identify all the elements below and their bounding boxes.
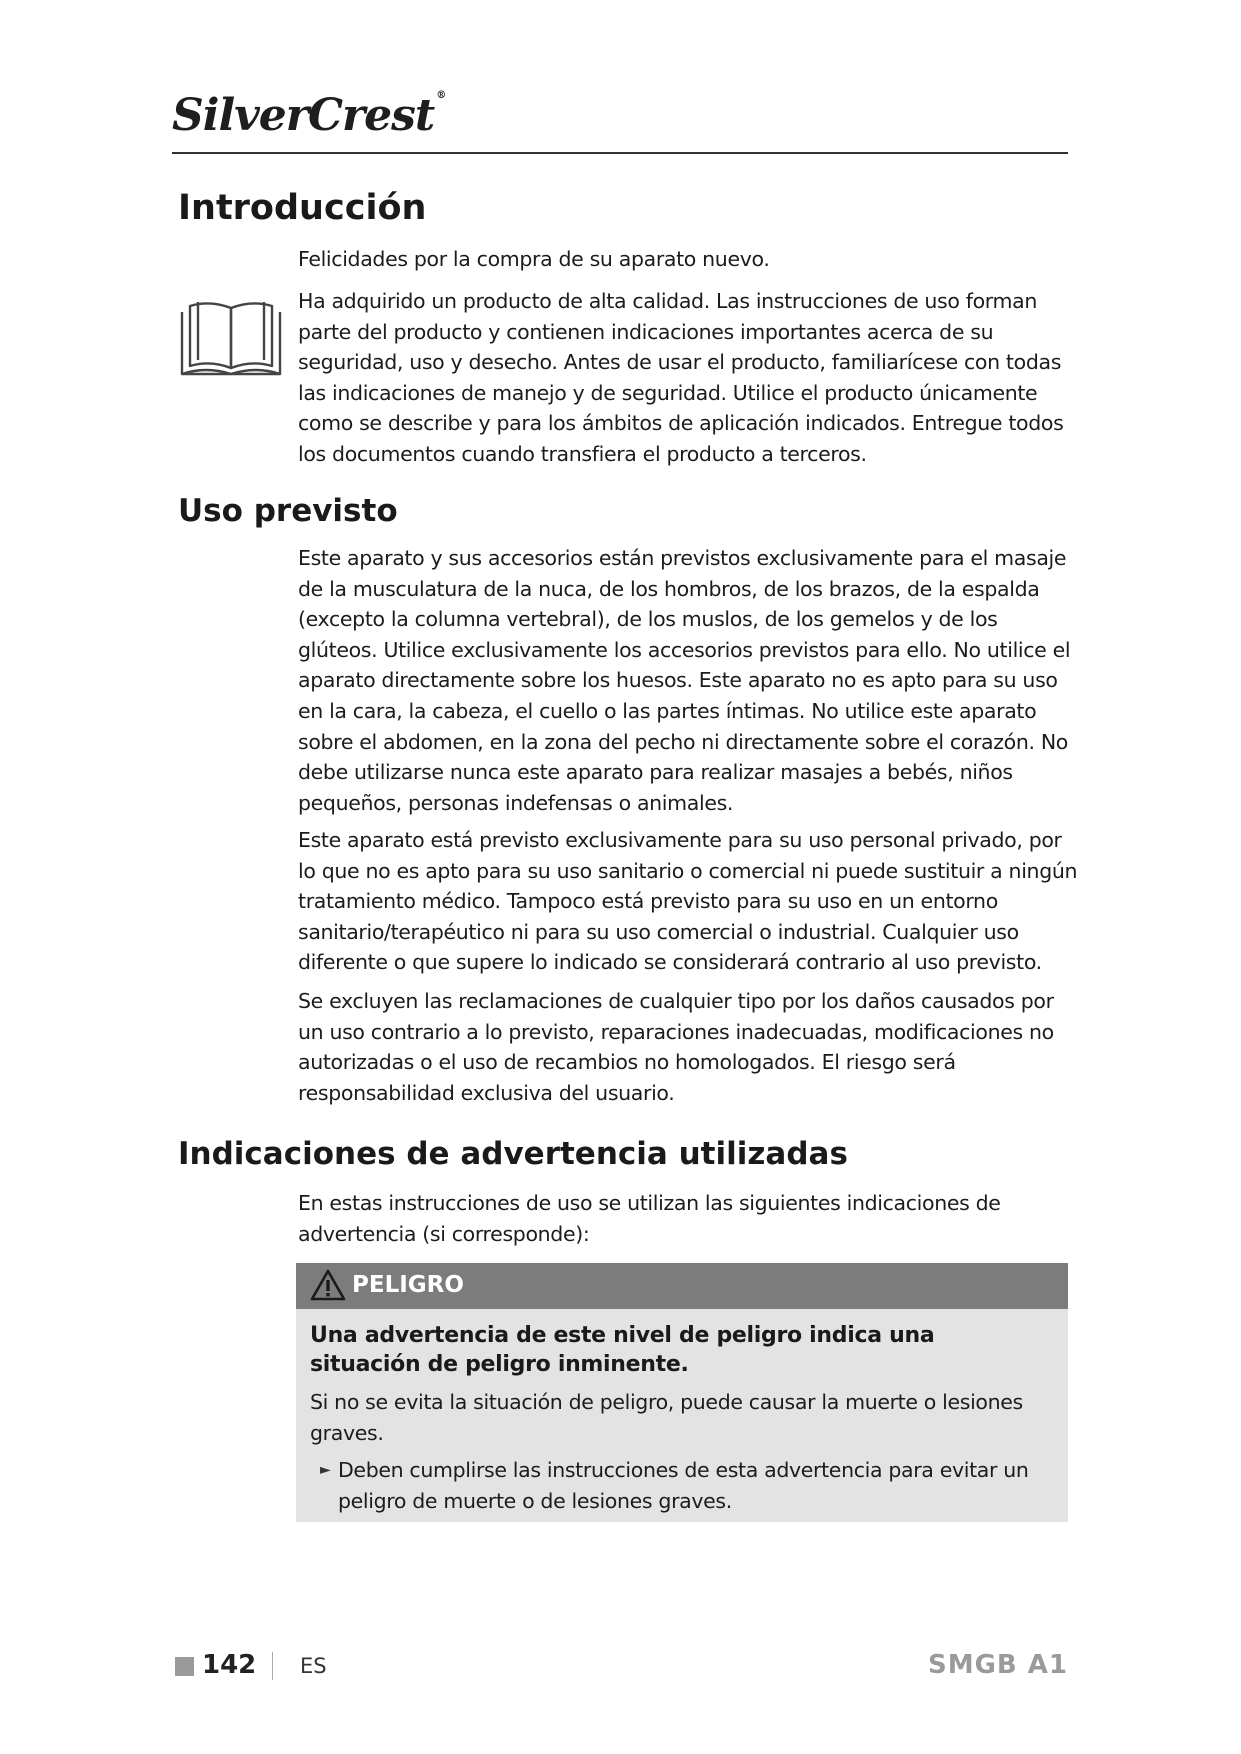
uso-paragraph-2: Este aparato está previsto exclusivamente para su uso personal privado, por lo que no es apto para su uso sanitario o comercial ni puede sustituir a ningún tratamiento médico. Tampoco está previsto para su uso en un entorno sanitario/terapéutico ni para su uso comercial o industrial. Cualquier uso diferente o que supere lo indicado se considerará contrario al uso previsto. [298, 828, 1078, 975]
bullet-arrow-icon: ► [320, 1462, 331, 1478]
footer-separator [272, 1652, 273, 1680]
section-title-uso-previsto: Uso previsto [178, 493, 398, 529]
uso-paragraph-1: Este aparato y sus accesorios están previstos exclusivamente para el masaje de la musculatura de la nuca, de los hombros, de los brazos, de la espalda (excepto la columna vertebral), de los muslos, de los gemelos y de los glúteos. Utilice exclusivamente los accesorios previstos para ello. No utilice el aparato directamente sobre los huesos. Este aparato no es apto para su uso en la cara, la cabeza, el cuello o las partes íntimas. No utilice este aparato sobre el abdomen, en la zona del pecho ni directamente sobre el corazón. No debe utilizarse nunca este aparato para realizar masajes a bebés, niños pequeños, personas indefensas o animales. [298, 546, 1071, 815]
footer-square-icon [175, 1657, 194, 1676]
book-icon [180, 296, 282, 378]
warning-label: PELIGRO [352, 1272, 464, 1298]
intro-body: Ha adquirido un producto de alta calidad. Las instrucciones de uso forman parte del producto y contienen indicaciones importantes acerca de su seguridad, uso y desecho. Antes de usar el producto, familiarícese con todas las indicaciones de manejo y de seguridad. Utilice el producto únicamente como se describe y para los ámbitos de aplicación indicados. Entregue todos los documentos cuando transfiera el producto a terceros. [298, 289, 1064, 466]
warning-header [296, 1263, 1068, 1309]
uso-paragraph-3: Se excluyen las reclamaciones de cualquier tipo por los daños causados por un uso contrario a lo previsto, reparaciones inadecuadas, modificaciones no autorizadas o el uso de recambios no homologados. El riesgo será responsabilidad exclusiva del usuario. [298, 989, 1054, 1105]
registered-mark: ® [436, 90, 446, 101]
header-rule [172, 152, 1068, 154]
warning-triangle-icon [310, 1269, 346, 1301]
page-number: 142 [202, 1650, 257, 1680]
warning-bullet-text: Deben cumplirse las instrucciones de esta advertencia para evitar un peligro de muerte o de lesiones graves. [338, 1458, 1029, 1513]
model-number: SMGB A1 [927, 1650, 1068, 1680]
warning-bullet [320, 1455, 1048, 1516]
intro-greeting: Felicidades por la compra de su aparato nuevo. [298, 247, 770, 271]
page-footer [172, 1648, 1068, 1684]
language-code: ES [300, 1654, 327, 1678]
warning-headline: Una advertencia de este nivel de peligro indica una situación de peligro inminente. [310, 1323, 935, 1377]
warning-text: Si no se evita la situación de peligro, puede causar la muerte o lesiones graves. [310, 1390, 1023, 1445]
section-title-introduccion: Introducción [178, 188, 427, 228]
warning-body [296, 1309, 1068, 1522]
indicaciones-intro: En estas instrucciones de uso se utilizan las siguientes indicaciones de advertencia (si corresponde): [298, 1191, 1001, 1246]
section-title-indicaciones: Indicaciones de advertencia utilizadas [178, 1136, 848, 1172]
brand-logo: SilverCrest ® [172, 90, 446, 141]
